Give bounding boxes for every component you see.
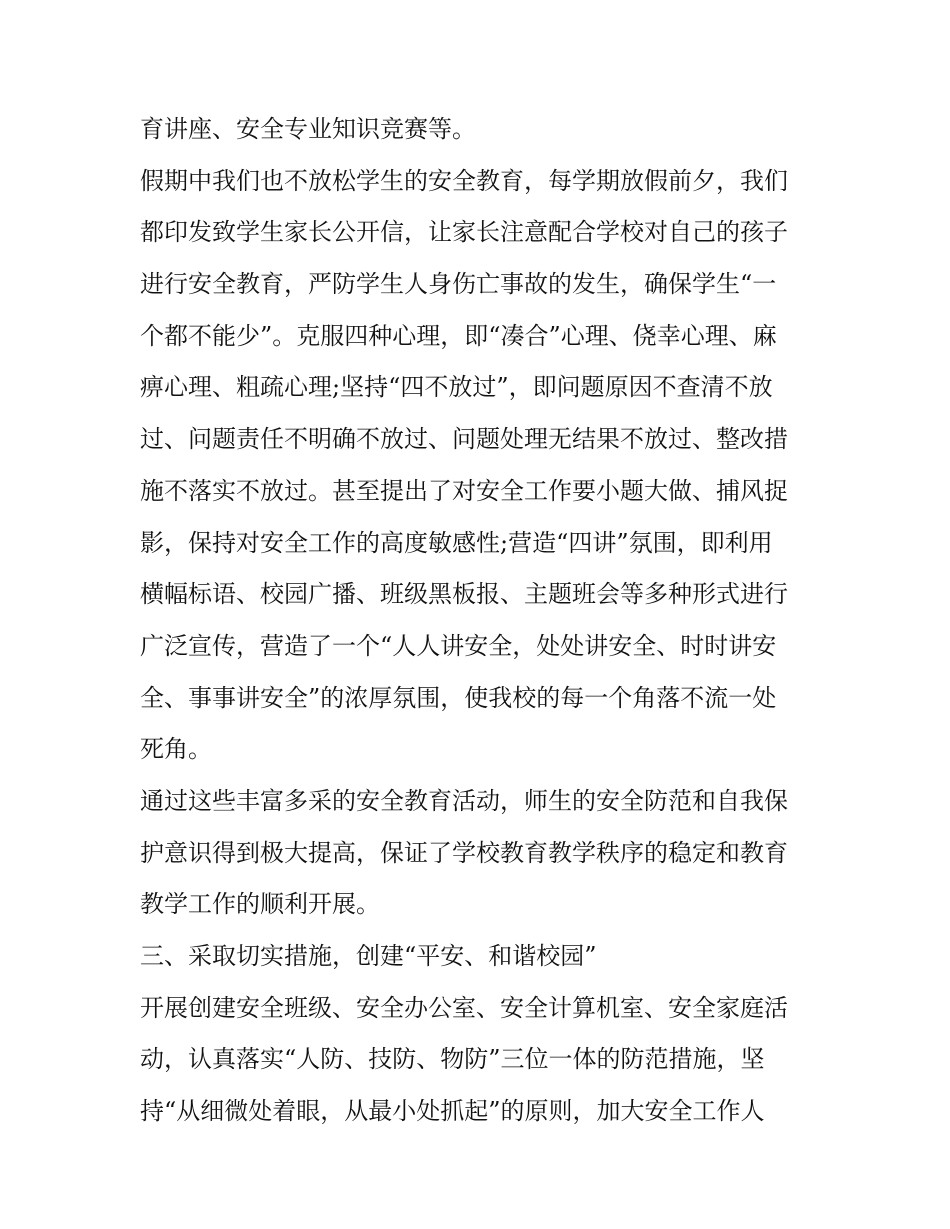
text-line: 施不落实不放过。甚至提出了对安全工作要小题大做、捕风捉 [140,476,788,505]
text-line: 死角。 [140,735,212,764]
text-line: 全、事事讲安全”的浓厚氛围，使我校的每一个角落不流一处 [140,683,777,712]
text-line: 护意识得到极大提高，保证了学校教育教学秩序的稳定和教育 [140,838,788,867]
text-line: 教学工作的顺利开展。 [140,890,380,919]
text-line: 都印发致学生家长公开信，让家长注意配合学校对自己的孩子 [140,218,788,247]
text-line: 开展创建安全班级、安全办公室、安全计算机室、安全家庭活 [140,993,788,1022]
text-line: 过、问题责任不明确不放过、问题处理无结果不放过、整改措 [140,425,788,454]
text-line: 影，保持对安全工作的高度敏感性;营造“四讲”氛围，即利用 [140,528,773,557]
text-line: 广泛宣传，营造了一个“人人讲安全，处处讲安全、时时讲安 [140,631,777,660]
text-line: 痹心理、粗疏心理;坚持“四不放过”，即问题原因不查清不放 [140,373,773,402]
document-body [140,104,820,1138]
text-line: 横幅标语、校园广播、班级黑板报、主题班会等多种形式进行 [140,580,788,609]
text-line: 进行安全教育，严防学生人身伤亡事故的发生，确保学生“一 [140,270,777,299]
text-line: 育讲座、安全专业知识竞赛等。 [140,115,476,143]
section-heading: 三、采取切实措施，创建“平安、和谐校园” [140,942,597,970]
text-line: 通过这些丰富多采的安全教育活动，师生的安全防范和自我保 [140,786,788,815]
text-line: 假期中我们也不放松学生的安全教育，每学期放假前夕，我们 [140,166,788,195]
text-line: 个都不能少”。克服四种心理，即“凑合”心理、侥幸心理、麻 [140,321,777,350]
text-line: 持“从细微处着眼，从最小处抓起”的原则，加大安全工作人 [140,1097,765,1126]
text-line: 动，认真落实“人防、技防、物防”三位一体的防范措施，坚 [140,1045,765,1074]
